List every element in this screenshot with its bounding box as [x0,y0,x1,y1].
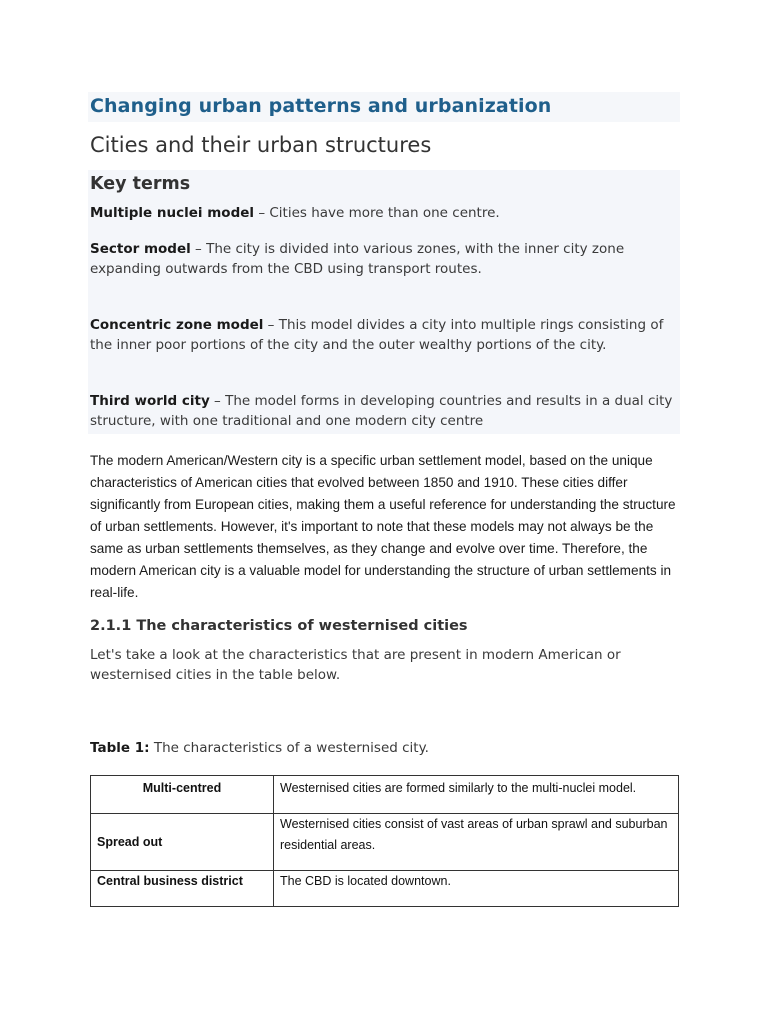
intro-paragraph: Let's take a look at the characteristics that are present in modern American or westernised cities in the table below. [90,647,621,683]
table-cell-characteristic: Spread out [91,814,274,871]
key-term-item [90,391,678,431]
table-row [91,776,679,814]
table-cell-characteristic: Multi-centred [91,776,274,814]
table-cell-description: Westernised cities consist of vast areas of urban sprawl and suburban residential areas. [274,814,679,871]
document-page [88,92,680,907]
key-term-name: Sector model [90,241,191,257]
characteristics-table [90,775,679,907]
table-cell-description: The CBD is located downtown. [274,871,679,907]
table-caption [90,738,680,758]
key-term-definition: – The city is divided into various zones, with the inner city zone expanding outwards from the CBD using transport routes. [90,241,625,277]
key-term-name: Concentric zone model [90,317,264,333]
key-terms-box [88,170,680,434]
key-terms-heading: Key terms [90,174,191,194]
table-caption-text: The characteristics of a westernised city. [149,740,429,756]
key-term-definition: – This model divides a city into multiple rings consisting of the inner poor portions of the city and the outer wealthy portions of the city. [90,317,664,353]
key-term-item [90,315,678,355]
table-row [91,814,679,871]
page-title: Changing urban patterns and urbanization [88,92,680,122]
body-paragraph: The modern American/Western city is a specific urban settlement model, based on the unique characteristics of American cities that evolved between 1850 and 1910. These cities differ significantly from European cities, making them a useful reference for understanding the structure of urban settlements. However, it's important to note that these models may not always be the same as urban settlements themselves, as they change and evolve over time. Therefore, the modern American city is a valuable model for understanding the structure of urban settlements in real-life. [90,453,676,600]
table-caption-label: Table 1: [90,740,150,756]
key-term-name: Multiple nuclei model [90,205,255,221]
page-subtitle: Cities and their urban structures [90,133,432,157]
key-term-definition: – The model forms in developing countries and results in a dual city structure, with one traditional and one modern city centre [90,393,673,429]
key-term-definition: – Cities have more than one centre. [254,205,500,221]
table-row [91,871,679,907]
key-term-name: Third world city [90,393,210,409]
table-cell-description: Westernised cities are formed similarly to the multi-nuclei model. [274,776,679,814]
key-term-item [90,239,678,279]
section-heading: 2.1.1 The characteristics of westernised cities [90,618,468,634]
key-term-item [90,203,678,223]
table-cell-characteristic: Central business district [91,871,274,907]
